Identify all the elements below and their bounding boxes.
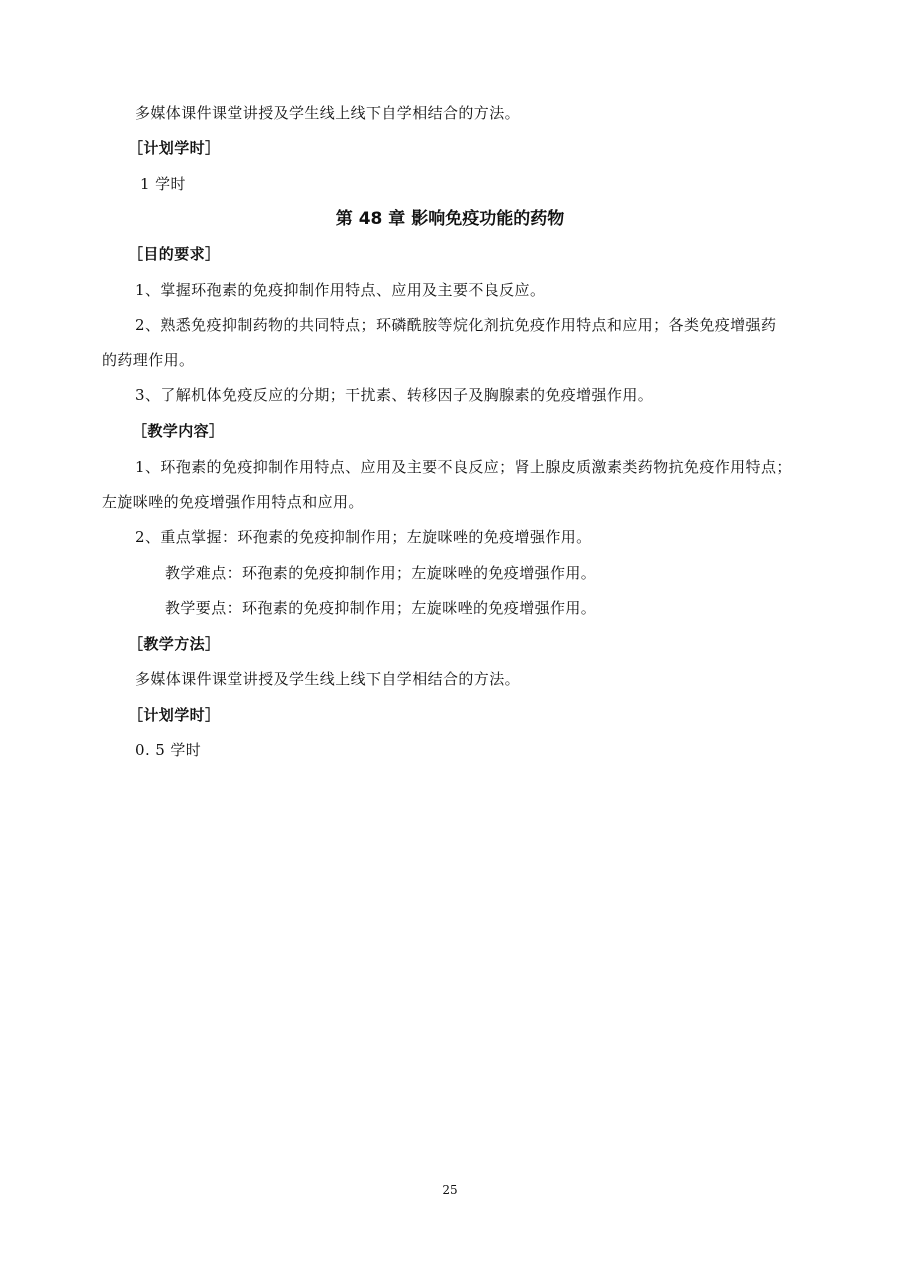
method-heading: ［教学方法］ — [128, 635, 221, 653]
hours-text: 0. 5 学时 — [135, 741, 202, 759]
prev-hours-text: 1 学时 — [140, 175, 186, 193]
method-text: 多媒体课件课堂讲授及学生线上线下自学相结合的方法。 — [135, 670, 521, 688]
objectives-heading: ［目的要求］ — [128, 245, 221, 263]
content-difficulty: 教学难点：环孢素的免疫抑制作用；左旋咪唑的免疫增强作用。 — [165, 564, 597, 582]
content-item: 2、重点掌握：环孢素的免疫抑制作用；左旋咪唑的免疫增强作用。 — [135, 528, 592, 546]
page-number: 25 — [442, 1183, 458, 1197]
content-heading: ［教学内容］ — [132, 422, 225, 440]
content-item-continuation: 左旋咪唑的免疫增强作用特点和应用。 — [102, 493, 364, 511]
objective-item: 2、熟悉免疫抑制药物的共同特点；环磷酰胺等烷化剂抗免疫作用特点和应用；各类免疫增强药 — [135, 316, 777, 334]
objective-item: 3、了解机体免疫反应的分期；干扰素、转移因子及胸腺素的免疫增强作用。 — [135, 386, 654, 404]
objective-item: 1、掌握环孢素的免疫抑制作用特点、应用及主要不良反应。 — [135, 281, 546, 299]
hours-heading: ［计划学时］ — [128, 706, 221, 724]
content-item: 1、环孢素的免疫抑制作用特点、应用及主要不良反应；肾上腺皮质激素类药物抗免疫作用特点； — [135, 458, 792, 476]
prev-method-text: 多媒体课件课堂讲授及学生线上线下自学相结合的方法。 — [135, 104, 521, 122]
content-keypoints: 教学要点：环孢素的免疫抑制作用；左旋咪唑的免疫增强作用。 — [165, 599, 597, 617]
prev-hours-heading: ［计划学时］ — [128, 139, 221, 157]
chapter-title: 第 48 章 影响免疫功能的药物 — [335, 209, 565, 229]
objective-item-continuation: 的药理作用。 — [102, 351, 195, 369]
